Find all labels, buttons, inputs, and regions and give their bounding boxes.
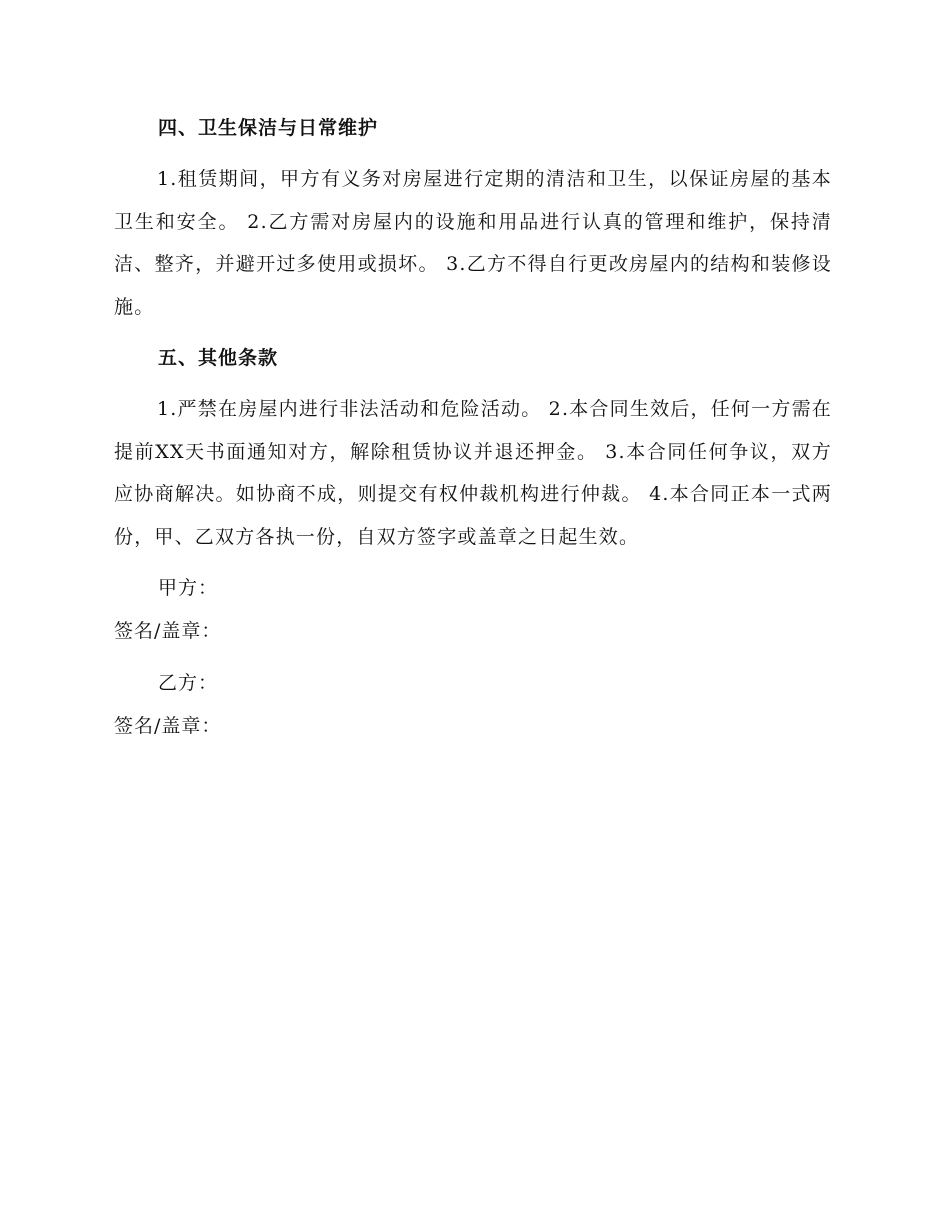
party-b-signature-label: 签名/盖章： xyxy=(114,715,222,737)
section-5-heading: 五、其他条款 xyxy=(158,347,279,369)
section-4-heading: 四、卫生保洁与日常维护 xyxy=(158,117,379,139)
section-4-paragraph: 1.租赁期间，甲方有义务对房屋进行定期的清洁和卫生，以保证房屋的基本卫生和安全。 2.乙方需对房屋内的设施和用品进行认真的管理和维护，保持清洁、整齐，并避开过多使用或损坏。 3.乙方不得自行更改房屋内的结构和装修设施。 xyxy=(114,168,832,318)
section-5-paragraph: 1.严禁在房屋内进行非法活动和危险活动。 2.本合同生效后，任何一方需在提前XX天书面通知对方，解除租赁协议并退还押金。 3.本合同任何争议，双方应协商解决。如协商不成，则提交有权仲裁机构进行仲裁。 4.本合同正本一式两份，甲、乙双方各执一份，自双方签字或盖章之日起生效。 xyxy=(114,398,832,548)
party-b-label: 乙方： xyxy=(158,672,219,694)
party-a-label: 甲方： xyxy=(158,577,219,599)
party-a-signature-label: 签名/盖章： xyxy=(114,620,222,642)
